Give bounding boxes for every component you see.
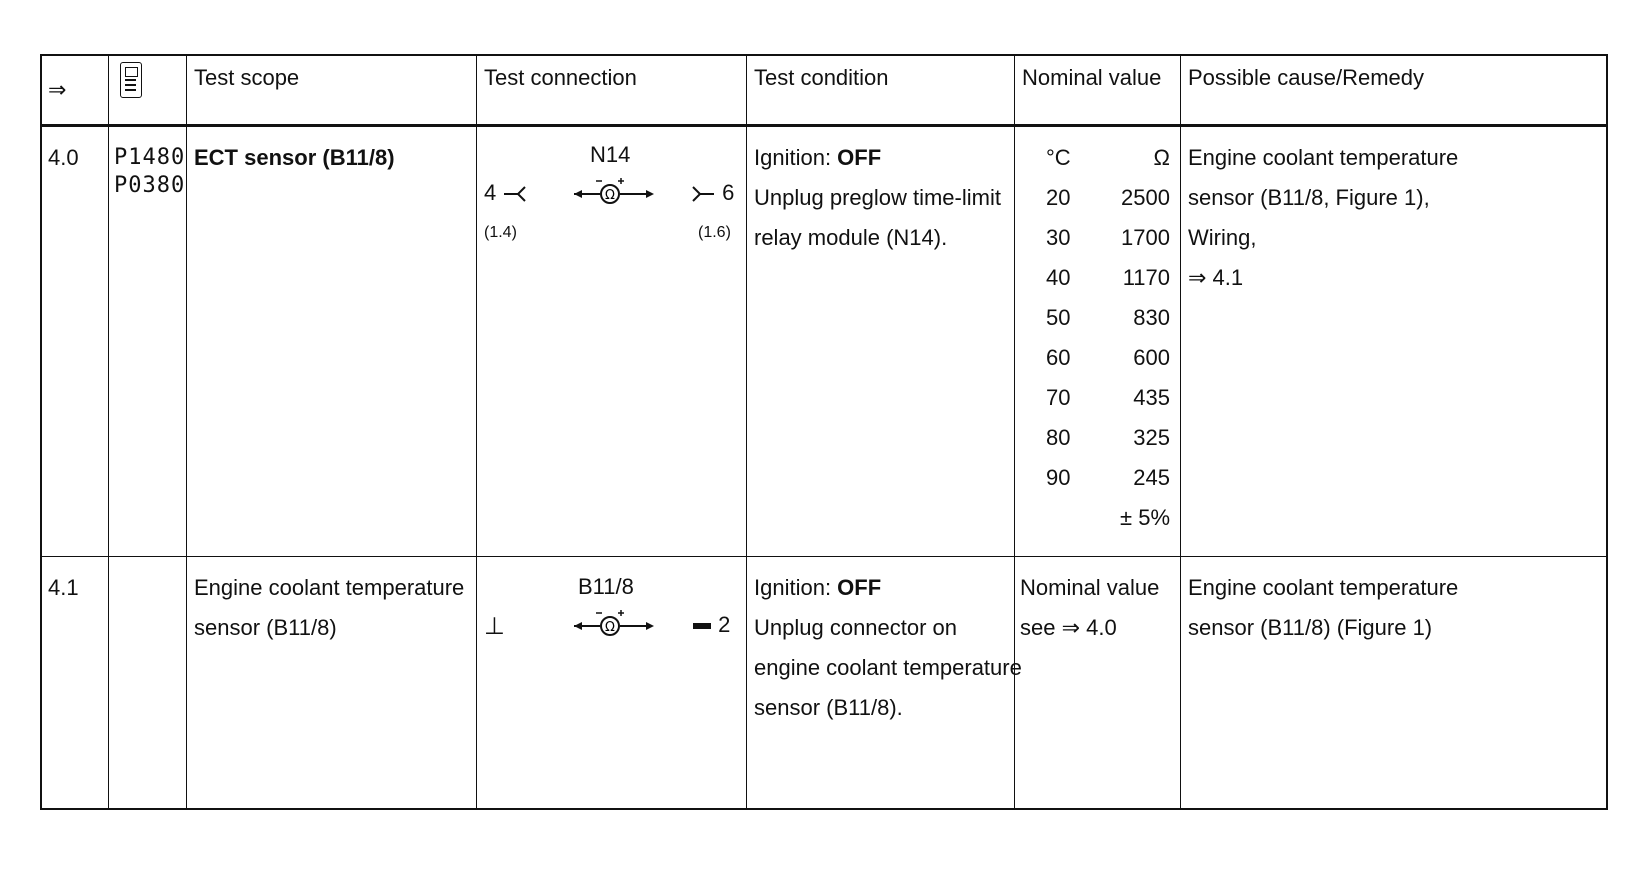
ohm-value: 830 — [1133, 305, 1170, 330]
socket-left-icon — [502, 185, 528, 203]
nominal-value-table — [1046, 138, 1170, 538]
ground-symbol: ⊥ — [484, 613, 505, 640]
remedy-text: Wiring, — [1188, 225, 1257, 250]
condition-label: Ignition: — [754, 575, 838, 600]
col-divider — [108, 56, 109, 808]
ohm-value: 325 — [1133, 425, 1170, 450]
test-scope: ECT sensor (B11/8) — [194, 145, 395, 170]
header-test-condition: Test condition — [754, 65, 889, 90]
nominal-reference: see ⇒ 4.0 — [1020, 615, 1117, 640]
svg-text:Ω: Ω — [605, 620, 615, 635]
condition-text: engine coolant temperature — [754, 655, 1022, 680]
connection-right-sub: (1.6) — [698, 224, 731, 241]
pin-number: 2 — [718, 612, 731, 637]
ohm-value: 1170 — [1122, 265, 1170, 290]
pin-number: 4 — [484, 180, 497, 205]
connection-left-sub: (1.4) — [484, 224, 517, 241]
col-divider — [476, 56, 477, 808]
col-divider — [186, 56, 187, 808]
condition-label: Ignition: — [754, 145, 838, 170]
tester-icon — [120, 62, 142, 98]
condition-text: sensor (B11/8). — [754, 695, 903, 720]
temp-value: 80 — [1046, 425, 1071, 450]
step-number: 4.0 — [48, 145, 79, 170]
temp-value: 50 — [1046, 305, 1071, 330]
header-test-scope: Test scope — [194, 65, 300, 90]
col-divider — [746, 56, 747, 808]
ohmmeter-icon — [570, 604, 660, 638]
header-possible-cause: Possible cause/Remedy — [1188, 65, 1425, 90]
nominal-text: Nominal value — [1020, 575, 1160, 600]
temp-value: 30 — [1046, 225, 1071, 250]
connection-component: B11/8 — [578, 574, 634, 599]
ohm-value: 1700 — [1121, 225, 1170, 250]
temp-value: 90 — [1046, 465, 1071, 490]
condition-text: relay module (N14). — [754, 225, 948, 250]
tolerance: ± 5% — [1120, 505, 1170, 530]
ohm-value: 245 — [1133, 465, 1170, 490]
scope-text: sensor (B11/8) — [194, 615, 337, 640]
test-condition — [754, 138, 1001, 258]
unit-celsius: °C — [1046, 145, 1071, 170]
header-arrow: ⇒ — [48, 77, 67, 102]
ohm-value: 600 — [1133, 345, 1170, 370]
remedy-text: Engine coolant temperature — [1188, 145, 1459, 170]
temp-value: 60 — [1046, 345, 1071, 370]
possible-cause — [1188, 568, 1458, 648]
scope-text: Engine coolant temperature — [194, 575, 465, 600]
svg-text:Ω: Ω — [605, 188, 615, 203]
fault-code: P1480 — [114, 145, 186, 170]
ohm-value: 2500 — [1121, 185, 1170, 210]
remedy-reference: ⇒ 4.1 — [1188, 265, 1244, 290]
test-scope — [194, 568, 464, 648]
diagnostic-table — [40, 54, 1608, 810]
condition-text: Unplug preglow time-limit — [754, 185, 1001, 210]
condition-text: Unplug connector on — [754, 615, 958, 640]
row-divider — [42, 556, 1606, 557]
ohmmeter-icon — [570, 172, 660, 206]
remedy-text: sensor (B11/8) (Figure 1) — [1188, 615, 1433, 640]
header-test-connection: Test connection — [484, 65, 637, 90]
col-divider — [1180, 56, 1181, 808]
nominal-value — [1020, 568, 1159, 648]
condition-value: OFF — [837, 575, 882, 600]
ohm-value: 435 — [1133, 385, 1170, 410]
remedy-text: Engine coolant temperature — [1188, 575, 1459, 600]
remedy-text: sensor (B11/8, Figure 1), — [1188, 185, 1430, 210]
possible-cause — [1188, 138, 1458, 298]
fault-code: P0380 — [114, 173, 186, 198]
temp-value: 20 — [1046, 185, 1071, 210]
header-nominal-value: Nominal value — [1022, 65, 1162, 90]
temp-value: 40 — [1046, 265, 1071, 290]
connection-right-pin — [692, 612, 730, 638]
header-divider — [42, 124, 1606, 127]
plug-icon — [692, 619, 712, 633]
step-number: 4.1 — [48, 575, 79, 600]
condition-value: OFF — [837, 145, 882, 170]
connection-left-pin — [484, 180, 528, 206]
connection-component: N14 — [590, 142, 631, 167]
unit-ohm: Ω — [1153, 145, 1170, 170]
connection-right-pin — [690, 180, 734, 206]
test-condition — [754, 568, 1022, 728]
pin-number: 6 — [722, 180, 735, 205]
socket-right-icon — [690, 185, 716, 203]
temp-value: 70 — [1046, 385, 1071, 410]
